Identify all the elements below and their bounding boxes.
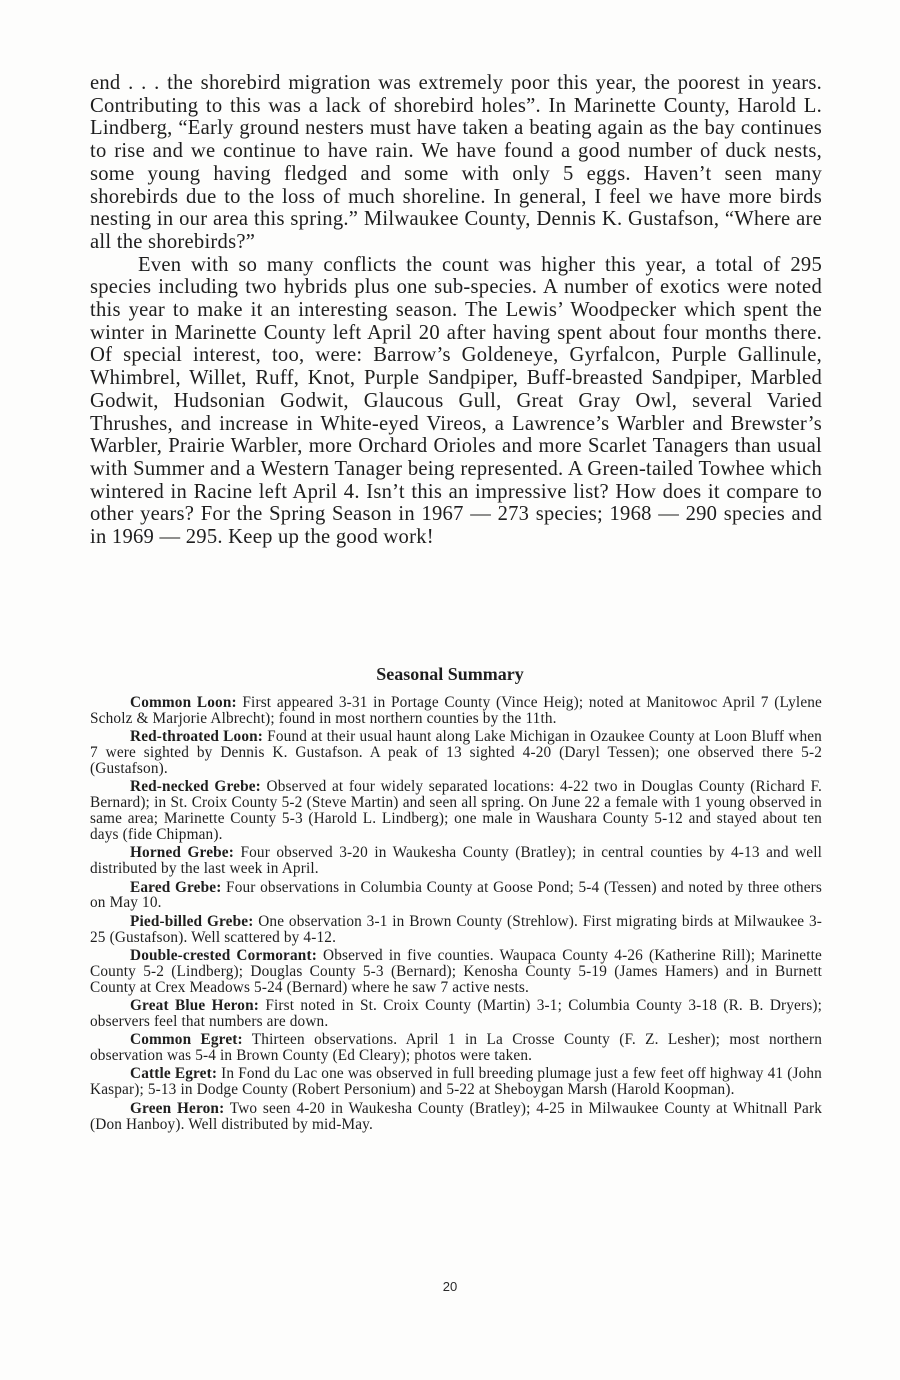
species-entry <box>90 914 822 946</box>
species-text: First noted in St. Croix County (Martin) 3-1; Columbia County 3-18 (R. B. Dryers); observers feel that numbers are down. <box>90 997 822 1030</box>
species-text: Four observations in Columbia County at Goose Pond; 5-4 (Tessen) and noted by three others on May 10. <box>90 878 822 912</box>
species-name: Common Loon: <box>130 694 237 711</box>
species-entry <box>90 948 822 996</box>
species-text: First appeared 3-31 in Portage County (Vince Heig); noted at Manitowoc April 7 (Lylene Scholz & Marjorie Albrecht); found in most northern counties by the 11th. <box>90 694 822 727</box>
species-entry <box>90 845 822 877</box>
species-text: Observed in five counties. Waupaca County 4-26 (Katherine Rill); Marinette County 5-2 (Lindberg); Douglas County 5-3 (Bernard); Kenosha County 5-19 (James Hamers) and in Burnett County at Crex Meadows 5-24 (Bernard) where he saw 7 active nests. <box>90 946 822 996</box>
species-name: Red-throated Loon: <box>130 728 264 746</box>
species-name: Green Heron: <box>130 1099 225 1117</box>
page-number: 20 <box>442 1279 458 1294</box>
species-entry <box>90 695 822 727</box>
species-list <box>90 695 822 1135</box>
intro-paragraph-1: end . . . the shorebird migration was extremely poor this year, the poorest in years. Contributing to this was a lack of shorebird holes”. In Marinette County, Harold L. Lindberg, “Early ground nesters must have taken a beating again as the bay continues to rise and we continue to have rain. We have found a good number of duck nests, some young having fledged and some with only 5 eggs. Haven’t seen many shorebirds due to the loss of much shoreline. In general, I feel we have more birds nesting in our area this spring.” Milwaukee County, Dennis K. Gustafson, “Where are all the shorebirds?” <box>90 72 822 253</box>
species-name: Pied-billed Grebe: <box>130 912 254 930</box>
species-entry <box>90 1066 822 1098</box>
species-name: Eared Grebe: <box>130 878 222 896</box>
species-name: Red-necked Grebe: <box>130 778 261 796</box>
species-text: Found at their usual haunt along Lake Michigan in Ozaukee County at Loon Bluff when 7 were sighted by Dennis K. Gustafson. A peak of 13 sighted 4-20 (Daryl Tessen); one observed there 5-2 (Gustafson). <box>90 728 822 778</box>
section-title: Seasonal Summary <box>376 664 524 684</box>
species-text: One observation 3-1 in Brown County (Strehlow). First migrating birds at Milwaukee 3-25 (Gustafson). Well scattered by 4-12. <box>90 912 823 946</box>
intro-text <box>90 72 822 549</box>
species-entry <box>90 1101 822 1133</box>
species-text: Thirteen observations. April 1 in La Crosse County (F. Z. Lesher); most northern observation was 5-4 in Brown County (Ed Cleary); photos were taken. <box>90 1031 823 1065</box>
species-entry <box>90 729 822 777</box>
species-entry <box>90 998 822 1030</box>
species-name: Horned Grebe: <box>130 844 234 862</box>
species-text: In Fond du Lac one was observed in full breeding plumage just a few feet off highway 41 (John Kaspar); 5-13 in Dodge County (Robert Personium) and 5-22 at Sheboygan Marsh (Harold Koopman). <box>90 1065 822 1099</box>
species-text: Two seen 4-20 in Waukesha County (Bratley); 4-25 in Milwaukee County at Whitnall Park (Don Hanboy). Well distributed by mid-May. <box>90 1099 822 1133</box>
species-entry <box>90 1032 822 1064</box>
species-entry <box>90 880 822 912</box>
species-name: Great Blue Heron: <box>130 997 259 1015</box>
species-entry <box>90 779 822 843</box>
species-text: Four observed 3-20 in Waukesha County (Bratley); in central counties by 4-13 and well distributed by the last week in April. <box>90 844 822 878</box>
species-name: Common Egret: <box>130 1031 243 1049</box>
species-text: Observed at four widely separated locations: 4-22 two in Douglas County (Richard F. Bernard); in St. Croix County 5-2 (Steve Martin) and seen all spring. On June 22 a female with 1 young observed in same area; Marinette County 5-3 (Harold L. Lindberg); one male in Waushara County 5-12 and stayed about ten days (fide Chipman). <box>90 778 822 844</box>
species-name: Cattle Egret: <box>130 1065 218 1083</box>
species-name: Double-crested Cormorant: <box>130 946 317 964</box>
intro-paragraph-2: Even with so many conflicts the count was higher this year, a total of 295 species including two hybrids plus one sub-species. A number of exotics were noted this year to make it an interesting season. The Lewis’ Woodpecker which spent the winter in Marinette County left April 20 after having spent about four months there. Of special interest, too, were: Barrow’s Goldeneye, Gyrfalcon, Purple Gallinule, Whimbrel, Willet, Ruff, Knot, Purple Sandpiper, Buff-breasted Sandpiper, Marbled Godwit, Hudsonian Godwit, Glaucous Gull, Great Gray Owl, several Varied Thrushes, and increase in White-eyed Vireos, a Lawrence’s Warbler and Brewster’s Warbler, Prairie Warbler, more Orchard Orioles and more Scarlet Tanagers than usual with Summer and a Western Tanager being represented. A Green-tailed Towhee which wintered in Racine left April 4. Isn’t this an impressive list? How does it compare to other years? For the Spring Season in 1967 — 273 species; 1968 — 290 species and in 1969 — 295. Keep up the good work! <box>90 253 822 549</box>
